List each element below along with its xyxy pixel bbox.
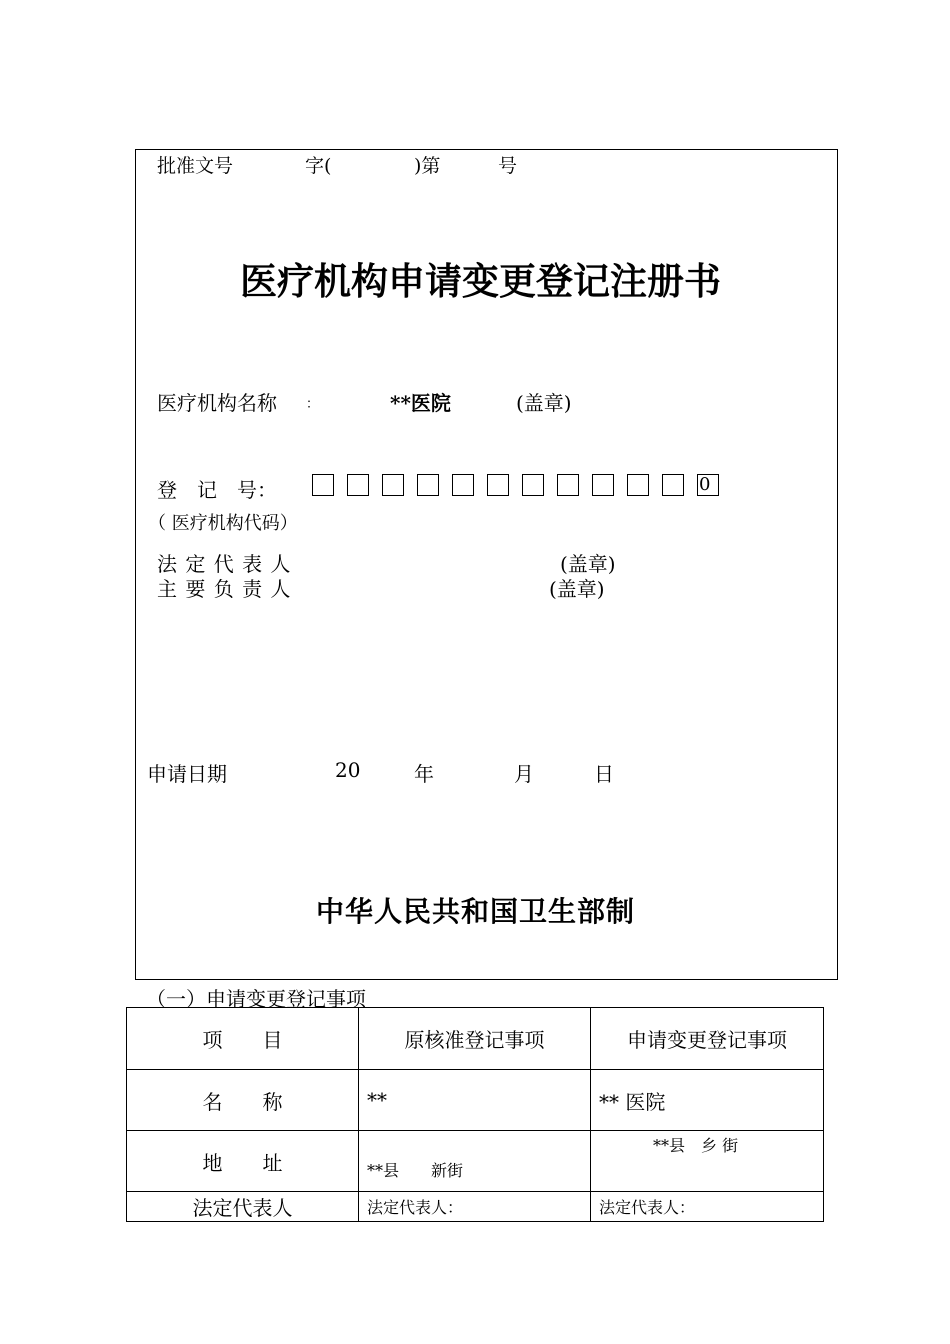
- reg-digit-box: 0: [697, 474, 719, 496]
- legal-rep-seal: (盖章): [560, 552, 616, 576]
- header-original: 原核准登记事项: [359, 1008, 591, 1070]
- row-requested: **县 乡 街: [591, 1131, 824, 1192]
- principal-label: 主 要 负 责 人: [157, 577, 292, 601]
- institution-name-value: **医院: [390, 391, 451, 415]
- table-row: [127, 1131, 824, 1192]
- row-item: 名 称: [127, 1070, 359, 1131]
- row-item: 地 址: [127, 1131, 359, 1192]
- section-heading: （一）申请变更登记事项: [146, 987, 366, 1011]
- row-original: **: [359, 1070, 591, 1131]
- reg-digit-box: [382, 474, 404, 496]
- approval-hao: 号: [498, 155, 518, 177]
- row-original: 法定代表人：: [359, 1192, 591, 1222]
- approval-zi: 字(: [305, 155, 332, 177]
- approval-di: )第: [414, 155, 441, 177]
- approval-label: 批准文号: [157, 155, 234, 177]
- registration-number-label: 登 记 号：: [157, 478, 277, 502]
- reg-digit-box: [557, 474, 579, 496]
- date-month: 月: [514, 762, 534, 786]
- date-year: 年: [414, 762, 434, 786]
- table-row: [127, 1070, 824, 1131]
- institution-name-colon: ：: [306, 397, 320, 412]
- header-requested: 申请变更登记事项: [591, 1008, 824, 1070]
- table-row: [127, 1192, 824, 1222]
- legal-rep-label: 法 定 代 表 人: [157, 552, 292, 576]
- reg-digit-box: [487, 474, 509, 496]
- cover-page: [135, 149, 838, 980]
- reg-digit-box: [522, 474, 544, 496]
- reg-digit-box: [417, 474, 439, 496]
- reg-digit-box: [452, 474, 474, 496]
- header-item: 项 目: [127, 1008, 359, 1070]
- reg-digit-box: [627, 474, 649, 496]
- reg-digit-box: [347, 474, 369, 496]
- document-title: 医疗机构申请变更登记注册书: [240, 259, 721, 303]
- row-original: **县 新街: [359, 1131, 591, 1192]
- table-header-row: [127, 1008, 824, 1070]
- reg-digit-box: [592, 474, 614, 496]
- registration-note: （ 医疗机构代码）: [148, 513, 298, 534]
- change-items-table: [126, 1007, 824, 1222]
- reg-digit-box: [662, 474, 684, 496]
- date-day: 日: [594, 762, 614, 786]
- row-item: 法定代表人: [127, 1192, 359, 1222]
- reg-digit-box: [312, 474, 334, 496]
- institution-name-seal: (盖章): [516, 391, 572, 415]
- row-requested: 法定代表人：: [591, 1192, 824, 1222]
- row-requested: ** 医院: [591, 1070, 824, 1131]
- institution-name-label: 医疗机构名称: [157, 391, 277, 415]
- registration-number-boxes: [312, 474, 719, 496]
- date-year-prefix: 20: [335, 758, 361, 782]
- principal-seal: (盖章): [549, 577, 605, 601]
- issuer: 中华人民共和国卫生部制: [316, 895, 636, 928]
- application-date-label: 申请日期: [147, 762, 227, 786]
